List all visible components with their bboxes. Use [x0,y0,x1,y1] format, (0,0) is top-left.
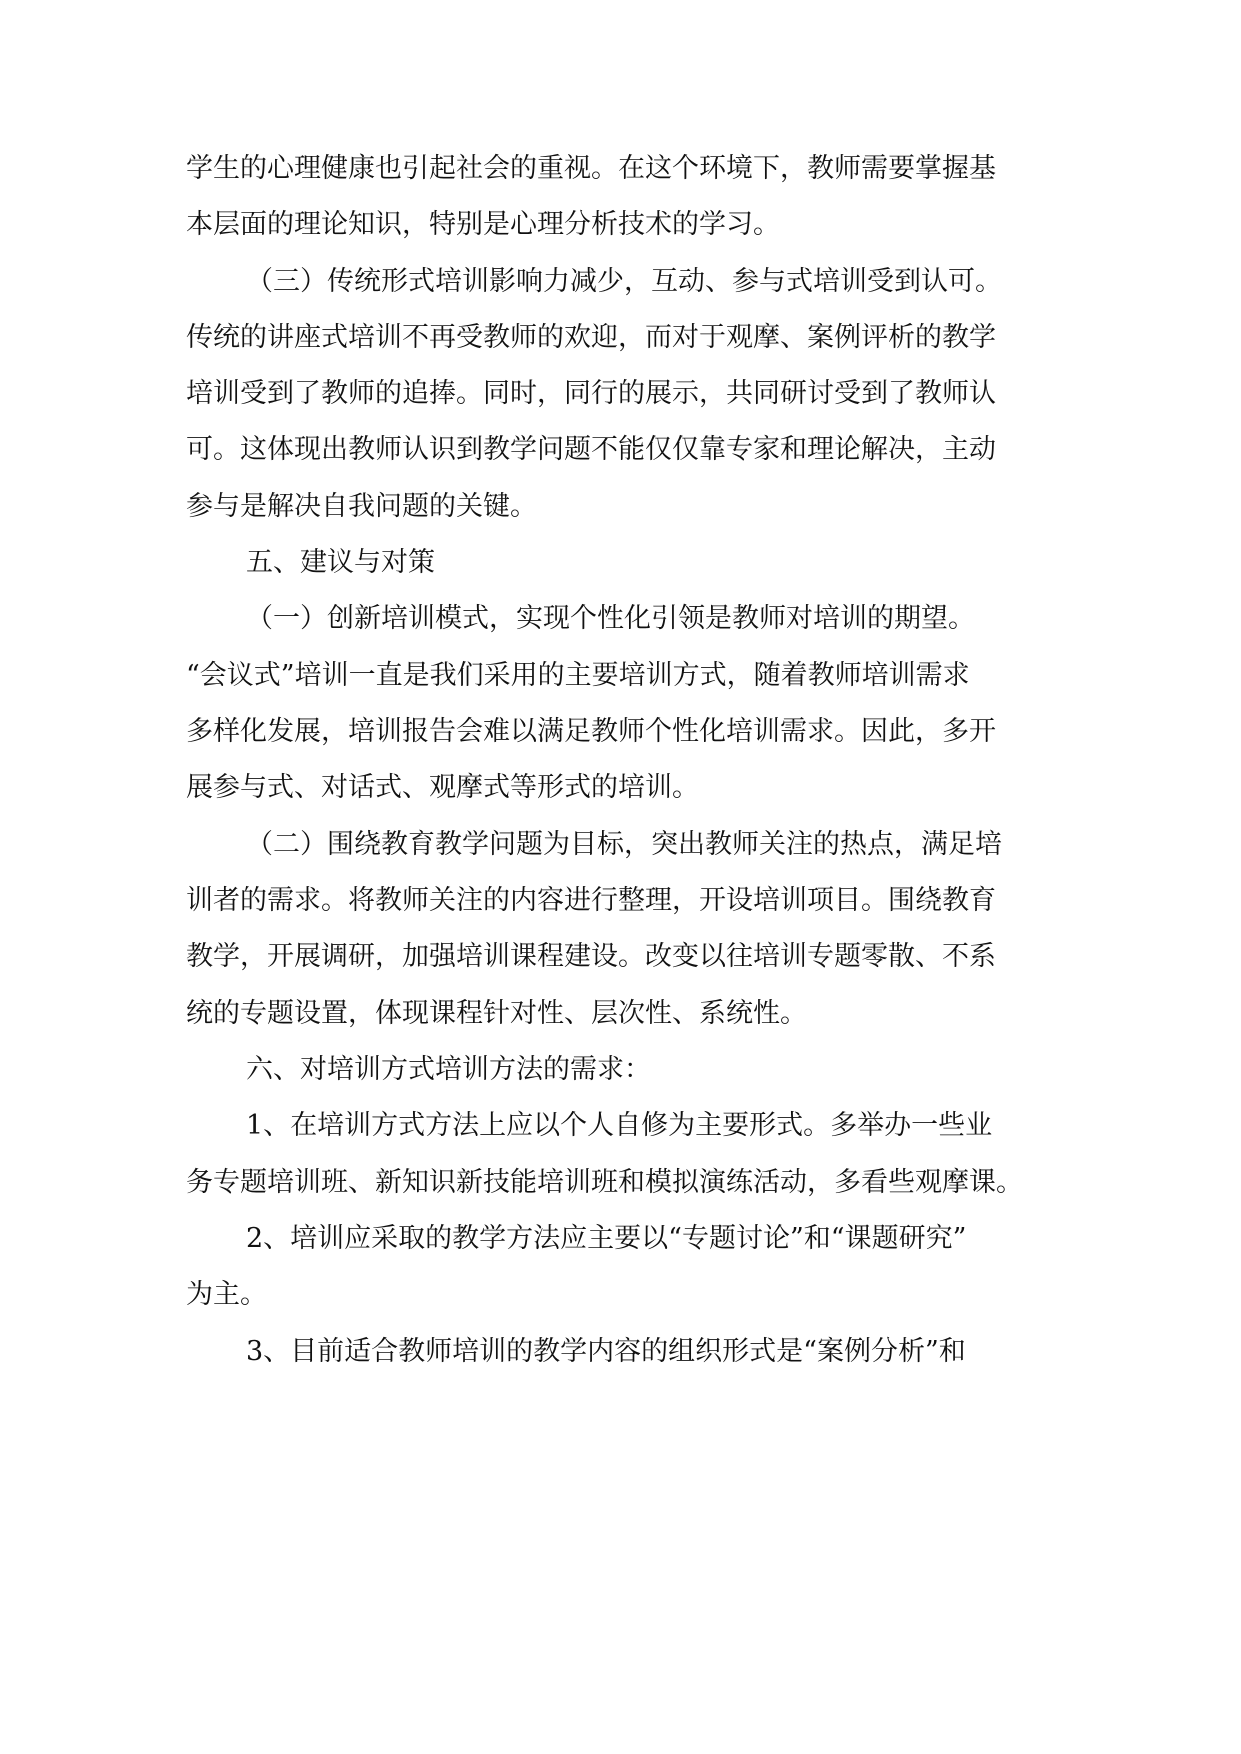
text-line: 3、目前适合教师培训的教学内容的组织形式是“案例分析”和 [246,1336,966,1367]
text-line: 本层面的理论知识，特别是心理分析技术的学习。 [186,209,780,240]
section-heading: 六、对培训方式培训方法的需求： [246,1054,651,1085]
text-line: 训者的需求。将教师关注的内容进行整理，开设培训项目。围绕教育 [186,885,996,916]
text-line: 为主。 [186,1279,267,1310]
text-line: 学生的心理健康也引起社会的重视。在这个环境下，教师需要掌握基 [186,153,996,184]
text-line: （三）传统形式培训影响力减少，互动、参与式培训受到认可。 [246,266,1002,297]
text-line: 务专题培训班、新知识新技能培训班和模拟演练活动，多看些观摩课。 [186,1167,1023,1198]
text-line: 教学，开展调研，加强培训课程建设。改变以往培训专题零散、不系 [186,941,996,972]
text-line: 参与是解决自我问题的关键。 [186,491,537,522]
text-line: 传统的讲座式培训不再受教师的欢迎，而对于观摩、案例评析的教学 [186,322,996,353]
text-line: 多样化发展，培训报告会难以满足教师个性化培训需求。因此，多开 [186,716,996,747]
text-line: （二）围绕教育教学问题为目标，突出教师关注的热点，满足培 [246,829,1002,860]
text-line: （一）创新培训模式，实现个性化引领是教师对培训的期望。 [246,603,975,634]
text-line: 2、培训应采取的教学方法应主要以“专题讨论”和“课题研究” [246,1223,967,1254]
text-line: 培训受到了教师的追捧。同时，同行的展示，共同研讨受到了教师认 [186,378,996,409]
section-heading: 五、建议与对策 [246,547,435,578]
text-line: 展参与式、对话式、观摩式等形式的培训。 [186,772,699,803]
text-line: “会议式”培训一直是我们采用的主要培训方式，随着教师培训需求 [186,660,970,691]
text-line: 统的专题设置，体现课程针对性、层次性、系统性。 [186,998,807,1029]
text-line: 可。这体现出教师认识到教学问题不能仅仅靠专家和理论解决，主动 [186,434,996,465]
text-line: 1、在培训方式方法上应以个人自修为主要形式。多举办一些业 [246,1110,993,1141]
